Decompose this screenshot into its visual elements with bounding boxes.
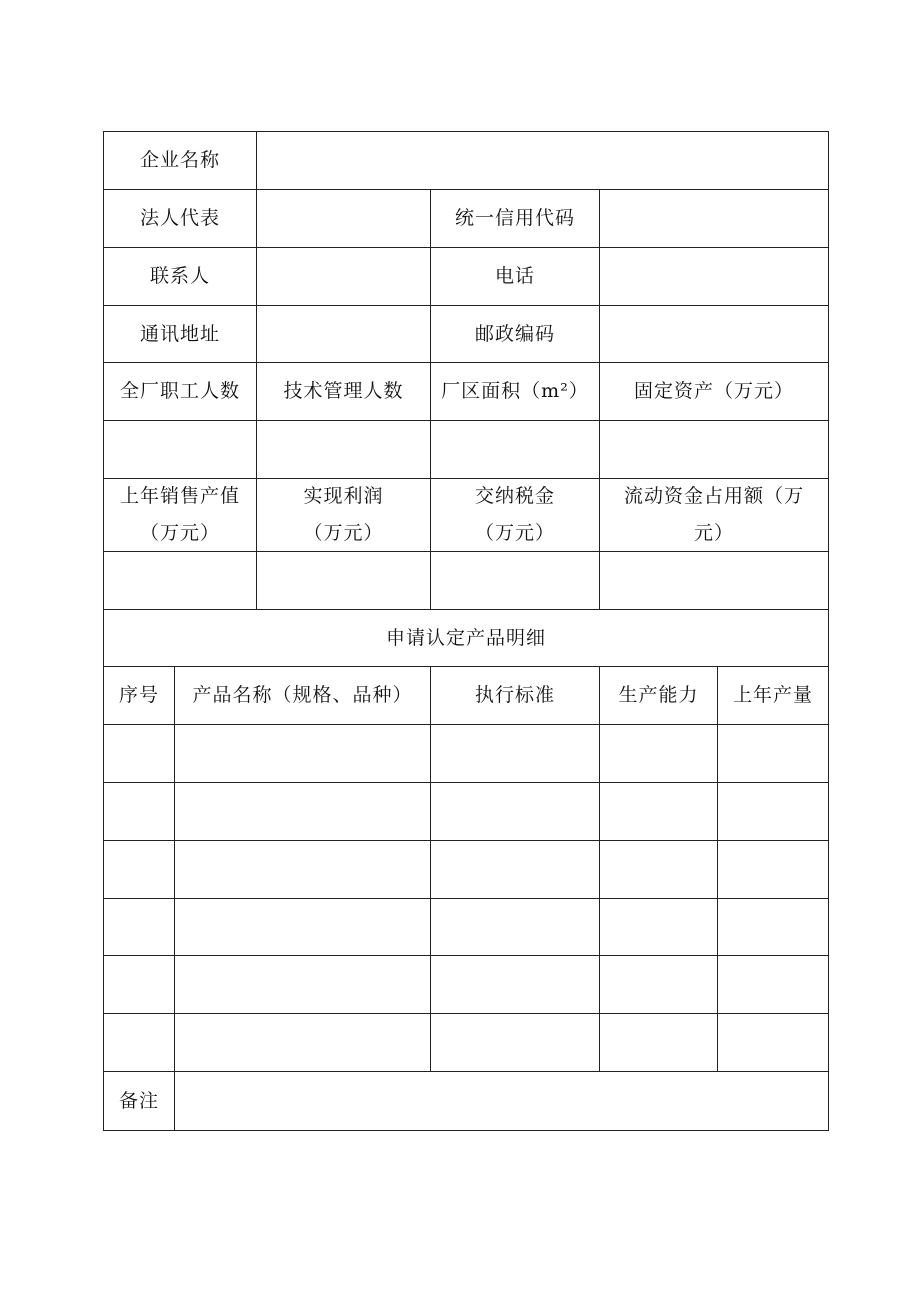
label-profit-line2: （万元）	[303, 522, 384, 544]
postal-code-field[interactable]	[600, 306, 828, 362]
contact-field[interactable]	[257, 248, 430, 305]
table-row[interactable]	[104, 725, 828, 782]
col-header-standard: 执行标准	[474, 684, 555, 706]
table-row[interactable]	[104, 841, 828, 898]
label-working-capital	[600, 479, 828, 551]
tech-staff-field[interactable]	[257, 421, 430, 478]
address-field[interactable]	[257, 306, 430, 362]
label-last-year-sales-line2: （万元）	[139, 522, 220, 544]
plant-area-field[interactable]	[431, 421, 599, 478]
product-detail-title: 申请认定产品明细	[385, 626, 546, 649]
col-header-product: 产品名称（规格、品种）	[192, 684, 413, 706]
col-header-output: 上年产量	[732, 684, 813, 706]
working-capital-field[interactable]	[600, 552, 828, 609]
label-postal-code: 邮政编码	[474, 322, 555, 345]
label-plant-area: 厂区面积（m²）	[441, 380, 589, 402]
enterprise-name-field[interactable]	[257, 132, 828, 189]
label-remarks: 备注	[118, 1089, 159, 1112]
table-row[interactable]	[104, 899, 828, 955]
col-header-capacity: 生产能力	[618, 684, 699, 706]
label-credit-code: 统一信用代码	[454, 207, 575, 229]
label-tax-line2: （万元）	[474, 522, 555, 544]
table-row[interactable]	[104, 1014, 828, 1071]
table-row[interactable]	[104, 956, 828, 1013]
label-tech-staff: 技术管理人数	[283, 380, 404, 402]
label-legal-rep: 法人代表	[139, 207, 220, 229]
label-enterprise-name: 企业名称	[139, 149, 220, 171]
label-total-staff: 全厂职工人数	[119, 380, 240, 402]
label-working-capital-line1: 流动资金占用额（万	[623, 485, 804, 507]
label-last-year-sales	[104, 479, 256, 551]
col-header-no: 序号	[118, 684, 159, 706]
remarks-field[interactable]	[175, 1072, 828, 1130]
label-working-capital-line2: 元）	[693, 522, 734, 544]
label-contact: 联系人	[149, 265, 210, 287]
label-profit	[257, 479, 430, 551]
table-row[interactable]	[104, 783, 828, 840]
credit-code-field[interactable]	[600, 190, 828, 247]
profit-field[interactable]	[257, 552, 430, 609]
label-fixed-assets: 固定资产（万元）	[633, 380, 794, 402]
label-address: 通讯地址	[139, 322, 220, 345]
label-tax-line1: 交纳税金	[474, 485, 555, 507]
label-last-year-sales-line1: 上年销售产值	[119, 485, 240, 507]
phone-field[interactable]	[600, 248, 828, 305]
label-profit-line1: 实现利润	[303, 485, 384, 507]
application-form-table	[103, 131, 829, 1131]
legal-rep-field[interactable]	[257, 190, 430, 247]
label-phone: 电话	[494, 265, 535, 287]
fixed-assets-field[interactable]	[600, 421, 828, 478]
tax-field[interactable]	[431, 552, 599, 609]
label-tax	[431, 479, 599, 551]
last-year-sales-field[interactable]	[104, 552, 256, 609]
total-staff-field[interactable]	[104, 421, 256, 478]
